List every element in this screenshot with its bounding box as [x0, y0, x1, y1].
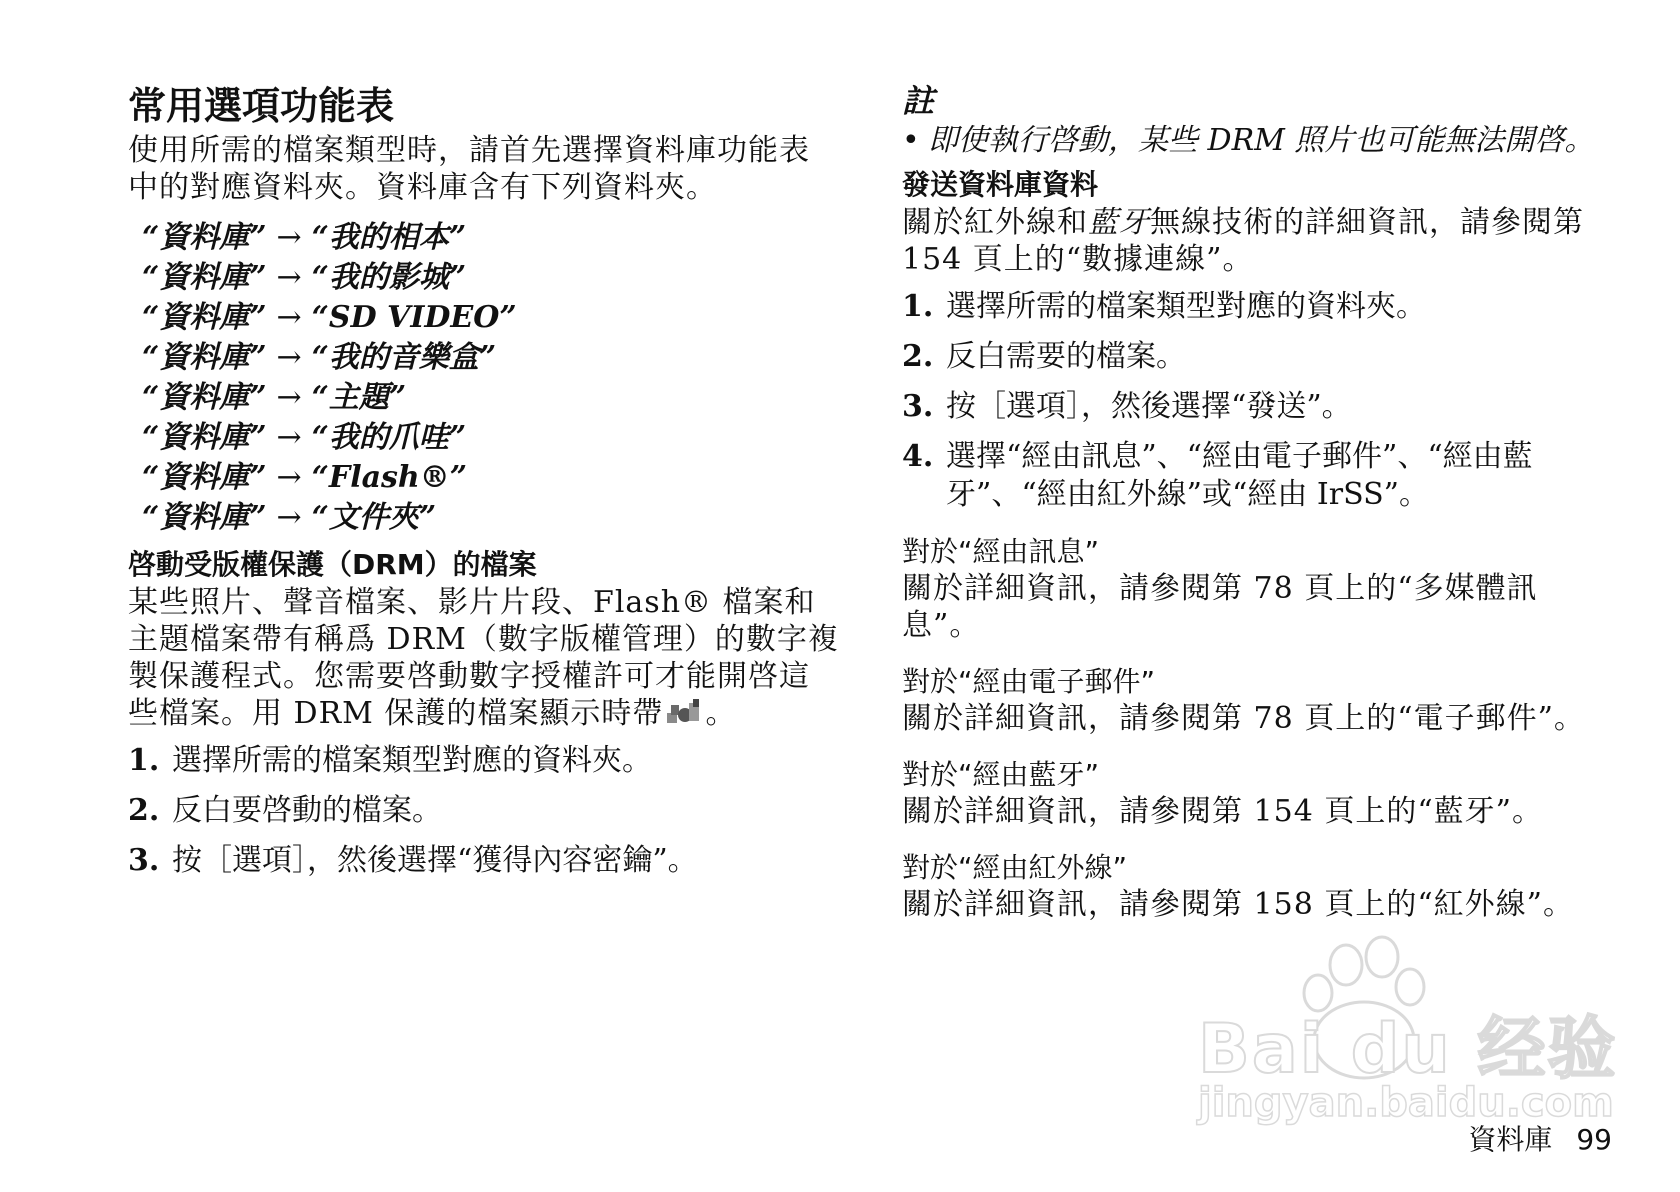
folder-path-item: “資料庫” → “SD VIDEO”	[142, 300, 517, 335]
folder-path-item: “資料庫” → “我的相本”	[142, 220, 467, 255]
drm-steps	[128, 742, 840, 880]
folder-path-item: “資料庫” → “主題”	[142, 380, 407, 415]
list-item: 2. 反白要啓動的檔案。	[128, 793, 442, 828]
right-column	[902, 82, 1614, 923]
intro-paragraph: 使用所需的檔案類型時，請首先選擇資料庫功能表中的對應資料夾。資料庫含有下列資料夾。	[128, 133, 810, 205]
footer-section: 資料庫	[1468, 1123, 1553, 1156]
list-item: 1. 選擇所需的檔案類型對應的資料夾。	[128, 743, 652, 778]
watermark-brand: Bai du 经验	[1198, 1010, 1618, 1089]
drm-protected-icon	[665, 697, 703, 727]
section-heading: 對於“經由藍牙”	[902, 758, 1100, 791]
watermark-url: jingyan.baidu.com	[1198, 1080, 1614, 1126]
page-title: 常用選項功能表	[128, 84, 395, 128]
left-column	[128, 82, 840, 892]
send-steps	[902, 288, 1614, 514]
section-heading: 對於“經由電子郵件”	[902, 665, 1156, 698]
section-text: 關於詳細資訊，請參閱第 158 頁上的“紅外線”。	[902, 887, 1575, 922]
page-number: 99	[1576, 1123, 1612, 1156]
section-text: 關於詳細資訊，請參閱第 78 頁上的“電子郵件”。	[902, 701, 1585, 736]
page-footer	[1468, 1122, 1612, 1158]
section-heading: 對於“經由訊息”	[902, 535, 1100, 568]
list-item: 4. 選擇“經由訊息”、“經由電子郵件”、“經由藍牙”、“經由紅外線”或“經由 IrSS”。	[902, 439, 1533, 512]
drm-paragraph: 某些照片、聲音檔案、影片片段、Flash® 檔案和主題檔案帶有稱爲 DRM（數字版權管理）的數字複製保護程式。您需要啓動數字授權許可才能開啓這些檔案。用 DRM 保護的檔案顯示時帶 。	[128, 585, 839, 731]
folder-path-item: “資料庫” → “文件夾”	[142, 500, 437, 535]
folder-path-item: “資料庫” → “我的爪哇”	[142, 420, 467, 455]
folder-path-item: “資料庫” → “Flash®”	[142, 460, 468, 495]
section-text: 關於詳細資訊，請參閱第 154 頁上的“藍牙”。	[902, 794, 1544, 829]
list-item: 2. 反白需要的檔案。	[902, 339, 1186, 374]
list-item: 3. 按［選項］，然後選擇“發送”。	[902, 389, 1352, 424]
section-text: 關於詳細資訊，請參閱第 78 頁上的“多媒體訊息”。	[902, 571, 1538, 643]
list-item: 3. 按［選項］，然後選擇“獲得內容密鑰”。	[128, 843, 698, 878]
list-item: 1. 選擇所需的檔案類型對應的資料夾。	[902, 289, 1426, 324]
note-bullet: • 即使執行啓動，某些 DRM 照片也可能無法開啓。	[902, 123, 1595, 158]
note-title: 註	[902, 82, 935, 120]
send-heading: 發送資料庫資料	[902, 168, 1099, 201]
drm-heading: 啓動受版權保護（DRM）的檔案	[128, 548, 537, 581]
folder-path-list	[142, 218, 840, 538]
folder-path-item: “資料庫” → “我的影城”	[142, 260, 467, 295]
section-heading: 對於“經由紅外線”	[902, 851, 1128, 884]
folder-path-item: “資料庫” → “我的音樂盒”	[142, 340, 497, 375]
send-intro: 關於紅外線和藍牙無線技術的詳細資訊，請參閱第 154 頁上的“數據連線”。	[902, 205, 1584, 277]
